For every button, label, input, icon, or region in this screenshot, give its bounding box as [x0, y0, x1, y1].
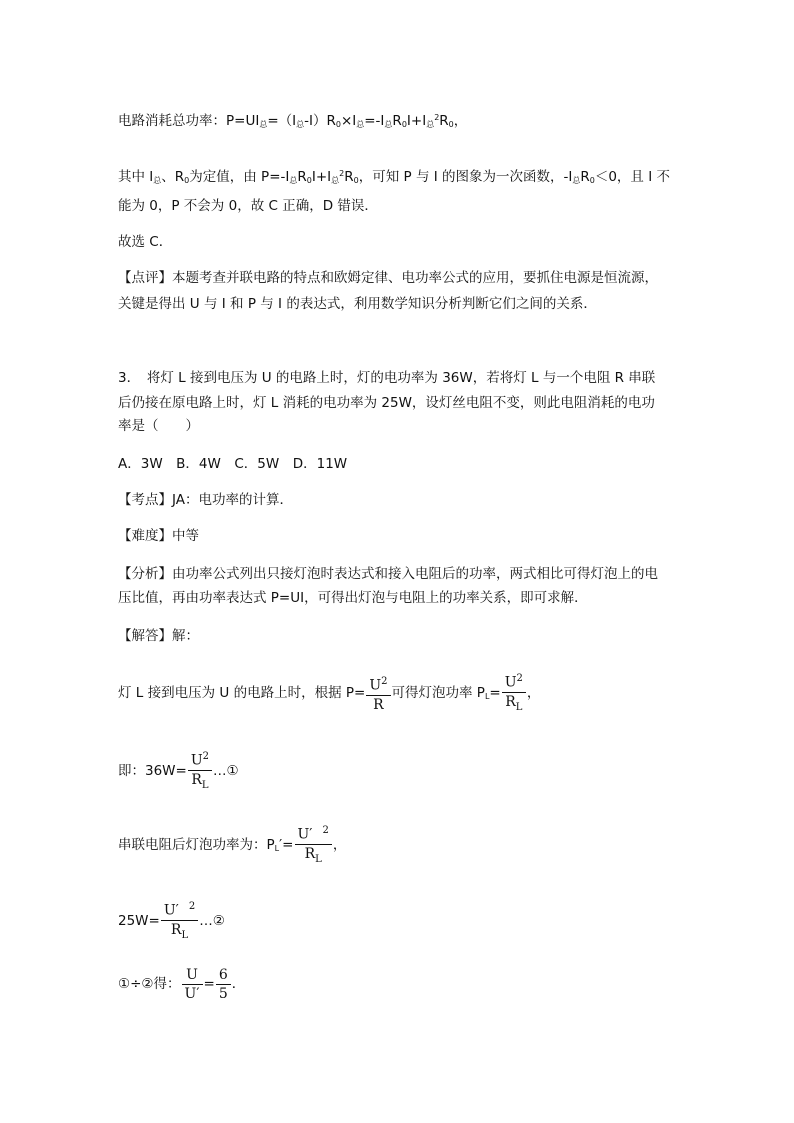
answer-choice: 故选 C．: [118, 234, 173, 250]
numerator: U: [369, 677, 382, 694]
comment-line-2: 关键是得出 U 与 I 和 P 与 I 的表达式，利用数学知识分析判断它们之间的关系．: [118, 296, 597, 312]
text: ×I: [340, 113, 357, 129]
subscript: 0: [401, 120, 407, 129]
solution-heading: 【解答】解：: [118, 628, 199, 644]
subscript: L: [315, 853, 322, 865]
subscript: 0: [184, 176, 190, 185]
numerator: U: [182, 966, 203, 985]
subscript: 总: [331, 176, 340, 185]
text: R: [344, 169, 354, 185]
text: 其中 I: [118, 169, 154, 185]
analysis-line-1: 【分析】由功率公式列出只接灯泡时表达式和接入电阻后的功率，两式相比可得灯泡上的电: [118, 566, 658, 582]
text: 可得灯泡功率 P: [391, 685, 485, 702]
total-power-line: [118, 108, 467, 135]
exponent: 2: [516, 673, 523, 684]
text: I+I: [311, 169, 332, 185]
subscript: L: [274, 844, 280, 854]
subscript: 总: [384, 120, 393, 129]
subscript: 0: [353, 176, 359, 185]
numerator: U: [504, 674, 517, 691]
text: 电路消耗总功率：P=UI: [118, 113, 260, 129]
fraction: [502, 670, 526, 716]
text: =（I: [267, 113, 297, 129]
kaodian-line: 【考点】JA：电功率的计算．: [118, 492, 293, 508]
text: 为定值，由 P=-I: [189, 169, 290, 185]
fraction: [216, 966, 231, 1003]
conclusion-line: 能为 0，P 不会为 0，故 C 正确，D 错误．: [118, 198, 378, 214]
subscript: 0: [335, 120, 341, 129]
fraction: [366, 673, 390, 714]
text: ①÷②得：: [118, 976, 181, 992]
numerator: 6: [216, 966, 231, 985]
text: =: [203, 976, 215, 992]
subscript: 总: [289, 176, 298, 185]
subscript: L: [484, 692, 490, 702]
exponent: 2: [188, 901, 196, 912]
text: =: [489, 685, 501, 702]
question-3-line-2: 后仍接在原电路上时，灯 L 消耗的电功率为 25W，设灯丝电阻不变，则此电阻消耗的电功: [118, 395, 655, 411]
numerator: U: [190, 752, 203, 769]
fraction: [161, 898, 198, 944]
text: R: [392, 113, 402, 129]
difficulty-line: 【难度】中等: [118, 528, 199, 544]
text: 串联电阻后灯泡功率为：P: [118, 837, 275, 854]
denominator: R: [170, 921, 182, 938]
text: R: [297, 169, 307, 185]
equation-3: [118, 822, 346, 869]
text: ，: [332, 837, 347, 854]
options-line: A．3W B．4W C．5W D．11W: [118, 456, 348, 472]
analysis-line-2: 压比值，再由功率表达式 P=UI，可得出灯泡与电阻上的功率关系，即可求解．: [118, 590, 588, 606]
comment-line-1: 【点评】本题考查并联电路的特点和欧姆定律、电功率公式的应用，要抓住电源是恒流源，: [118, 270, 658, 286]
numerator: U′: [297, 826, 313, 843]
text: 25W=: [118, 913, 160, 930]
subscript: 总: [426, 120, 435, 129]
equation-5: [118, 964, 245, 1004]
exponent: 2: [202, 751, 210, 762]
numerator: U′: [163, 902, 179, 919]
subscript: 总: [153, 176, 162, 185]
text: ，: [526, 685, 541, 702]
text: -I）R: [304, 113, 336, 129]
denominator: R: [304, 845, 316, 862]
subscript: L: [181, 929, 189, 941]
text: 即：36W=: [118, 763, 187, 780]
question-3-line-3: 率是（ ）: [118, 418, 199, 434]
text: ．: [231, 976, 246, 992]
equation-2: [118, 748, 239, 794]
denominator: R: [373, 696, 384, 713]
subscript: 0: [448, 120, 454, 129]
fraction: [182, 966, 203, 1003]
subscript: 总: [296, 120, 305, 129]
subscript: L: [201, 779, 209, 791]
subscript: 总: [259, 120, 268, 129]
subscript: 0: [306, 176, 312, 185]
text: ＜0，且 I 不: [594, 169, 670, 185]
exponent: 2: [322, 825, 329, 836]
text: ，: [453, 113, 468, 129]
text: 灯 L 接到电压为 U 的电路上时，根据 P=: [118, 685, 366, 702]
fraction: [295, 822, 332, 868]
subscript: 0: [589, 176, 595, 185]
exponent: 2: [381, 675, 388, 687]
text: R: [439, 113, 449, 129]
superscript: 2: [339, 169, 345, 178]
text: R: [580, 169, 590, 185]
text: …②: [199, 913, 225, 930]
denominator: R: [505, 693, 516, 710]
text: 、R: [161, 169, 185, 185]
superscript: 2: [434, 113, 440, 122]
equation-1: [118, 670, 540, 717]
fraction: [188, 748, 212, 794]
text: ，可知 P 与 I 的图象为一次函数，-I: [358, 169, 573, 185]
subscript: L: [515, 701, 523, 713]
text: ′=: [279, 837, 294, 854]
explanation-line: [118, 164, 670, 191]
text: I+I: [406, 113, 427, 129]
subscript: 总: [572, 176, 581, 185]
denominator: U′: [184, 985, 200, 1002]
text: …①: [213, 763, 239, 780]
text: =-I: [364, 113, 385, 129]
denominator: R: [191, 771, 202, 788]
question-3-line-1: 3． 将灯 L 接到电压为 U 的电路上时，灯的电功率为 36W，若将灯 L 与一个电阻 R 串联: [118, 370, 656, 386]
equation-4: [118, 898, 225, 944]
subscript: 总: [356, 120, 365, 129]
denominator: 5: [218, 985, 228, 1002]
